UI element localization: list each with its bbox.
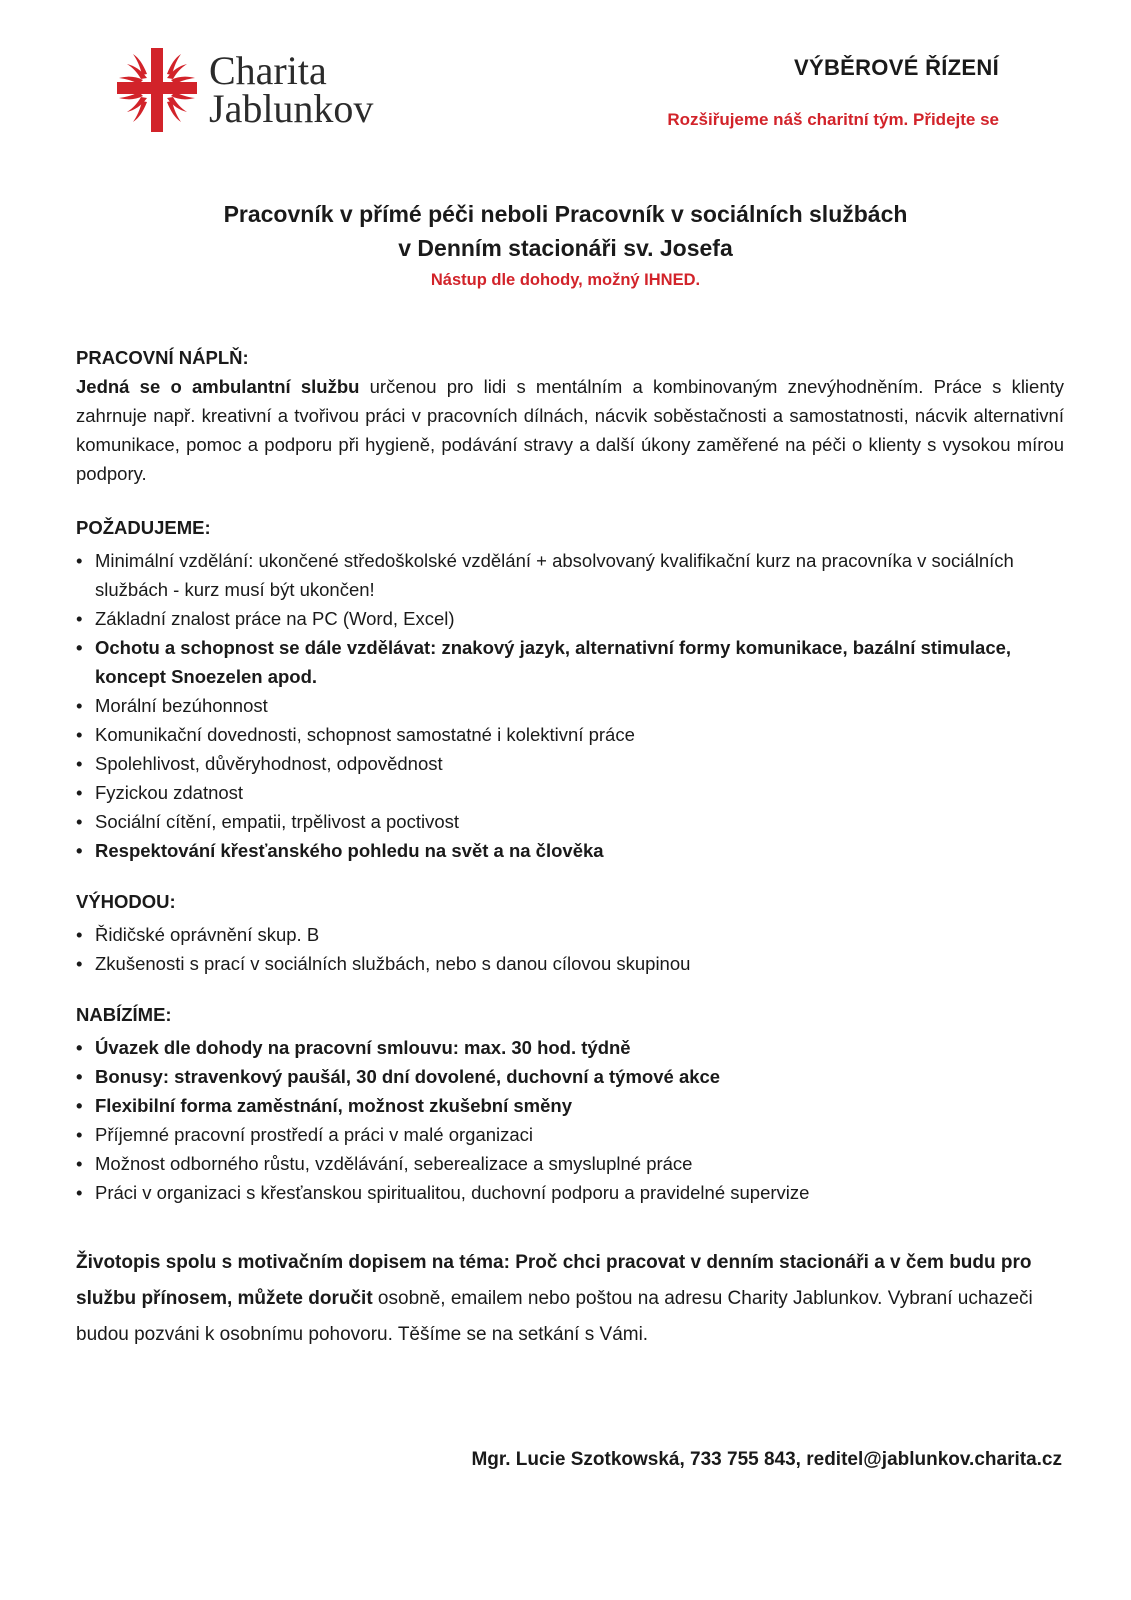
list-item: • Řidičské oprávnění skup. B <box>76 920 1064 949</box>
closing-text: osobně, emailem nebo poštou na adresu Charity Jablunkov. Vybraní uchazeči budou pozváni k osobnímu pohovoru. Těšíme se na setkání s Vámi. <box>76 1288 1033 1345</box>
logo-text <box>209 48 374 131</box>
requirements-heading: POŽADUJEME: <box>76 517 211 538</box>
description-heading: PRACOVNÍ NÁPLŇ: <box>76 347 249 368</box>
list-item: • Ochotu a schopnost se dále vzdělávat: znakový jazyk, alternativní formy komunikace, bazální stimulace, koncept Snoezelen apod. <box>76 633 1064 691</box>
page-header <box>0 0 1131 160</box>
logo-line-2: Jablunkov <box>209 86 374 131</box>
logo-line-1: Charita <box>209 48 327 93</box>
header-subtitle: Rozšiřujeme náš charitní tým. Přidejte se <box>667 110 999 129</box>
list-item: • Minimální vzdělání: ukončené středoškolské vzdělání + absolvovaný kvalifikační kurz na pracovníka v sociálních službách - kurz musí být ukončen! <box>76 546 1064 604</box>
job-heading <box>0 197 1131 290</box>
list-item: • Respektování křesťanského pohledu na svět a na člověka <box>76 836 1064 865</box>
list-item: • Práci v organizaci s křesťanskou spiritualitou, duchovní podporu a pravidelné supervize <box>76 1178 1064 1207</box>
contact-info: Mgr. Lucie Szotkowská, 733 755 843, reditel@jablunkov.charita.cz <box>471 1449 1062 1470</box>
closing-paragraph <box>76 1245 1064 1353</box>
offer-list <box>76 1033 1064 1207</box>
job-title-line-2: v Denním stacionáři sv. Josefa <box>398 235 733 261</box>
list-item: • Morální bezúhonnost <box>76 691 1064 720</box>
list-item: • Spolehlivost, důvěryhodnost, odpovědnost <box>76 749 1064 778</box>
main-content <box>76 343 1064 1372</box>
list-item: • Bonusy: stravenkový paušál, 30 dní dovolené, duchovní a týmové akce <box>76 1062 1064 1091</box>
list-item: • Sociální cítění, empatii, trpělivost a poctivost <box>76 807 1064 836</box>
list-item: • Fyzickou zdatnost <box>76 778 1064 807</box>
job-title-line-1: Pracovník v přímé péči neboli Pracovník v sociálních službách <box>223 201 908 227</box>
list-item: • Úvazek dle dohody na pracovní smlouvu: max. 30 hod. týdně <box>76 1033 1064 1062</box>
list-item: • Příjemné pracovní prostředí a práci v malé organizaci <box>76 1120 1064 1149</box>
charita-logo <box>113 44 373 136</box>
description-intro: Jedná se o ambulantní službu <box>76 376 360 397</box>
list-item: • Možnost odborného růstu, vzdělávání, seberealizace a smysluplné práce <box>76 1149 1064 1178</box>
list-item: • Základní znalost práce na PC (Word, Excel) <box>76 604 1064 633</box>
description-body: určenou pro lidi s mentálním a kombinovaným znevýhodněním. Práce s klienty zahrnuje např. kreativní a tvořivou práci v pracovních dílnách, nácvik soběstačnosti a samostatnosti, nácvik alternativní komunikace, pomoc a podporu při hygieně, podávání stravy a další úkony zaměřené na péči o klienty s vysokou mírou podpory. <box>76 376 1065 484</box>
advantages-heading: VÝHODOU: <box>76 891 176 912</box>
closing-bold: Životopis spolu s motivačním dopisem na téma: Proč chci pracovat v denním stacionáři a v čem budu pro službu přínosem, můžete doručit <box>76 1252 1032 1309</box>
list-item: • Flexibilní forma zaměstnání, možnost zkušební směny <box>76 1091 1064 1120</box>
list-item: • Komunikační dovednosti, schopnost samostatné i kolektivní práce <box>76 720 1064 749</box>
charita-cross-icon <box>113 44 201 136</box>
offer-heading: NABÍZÍME: <box>76 1004 172 1025</box>
description-text <box>76 372 1064 488</box>
requirements-list <box>76 546 1064 865</box>
job-start-date: Nástup dle dohody, možný IHNED. <box>430 271 701 289</box>
advantages-list <box>76 920 1064 978</box>
list-item: • Zkušenosti s prací v sociálních službách, nebo s danou cílovou skupinou <box>76 949 1064 978</box>
header-title: VÝBĚROVÉ ŘÍZENÍ <box>794 55 999 80</box>
